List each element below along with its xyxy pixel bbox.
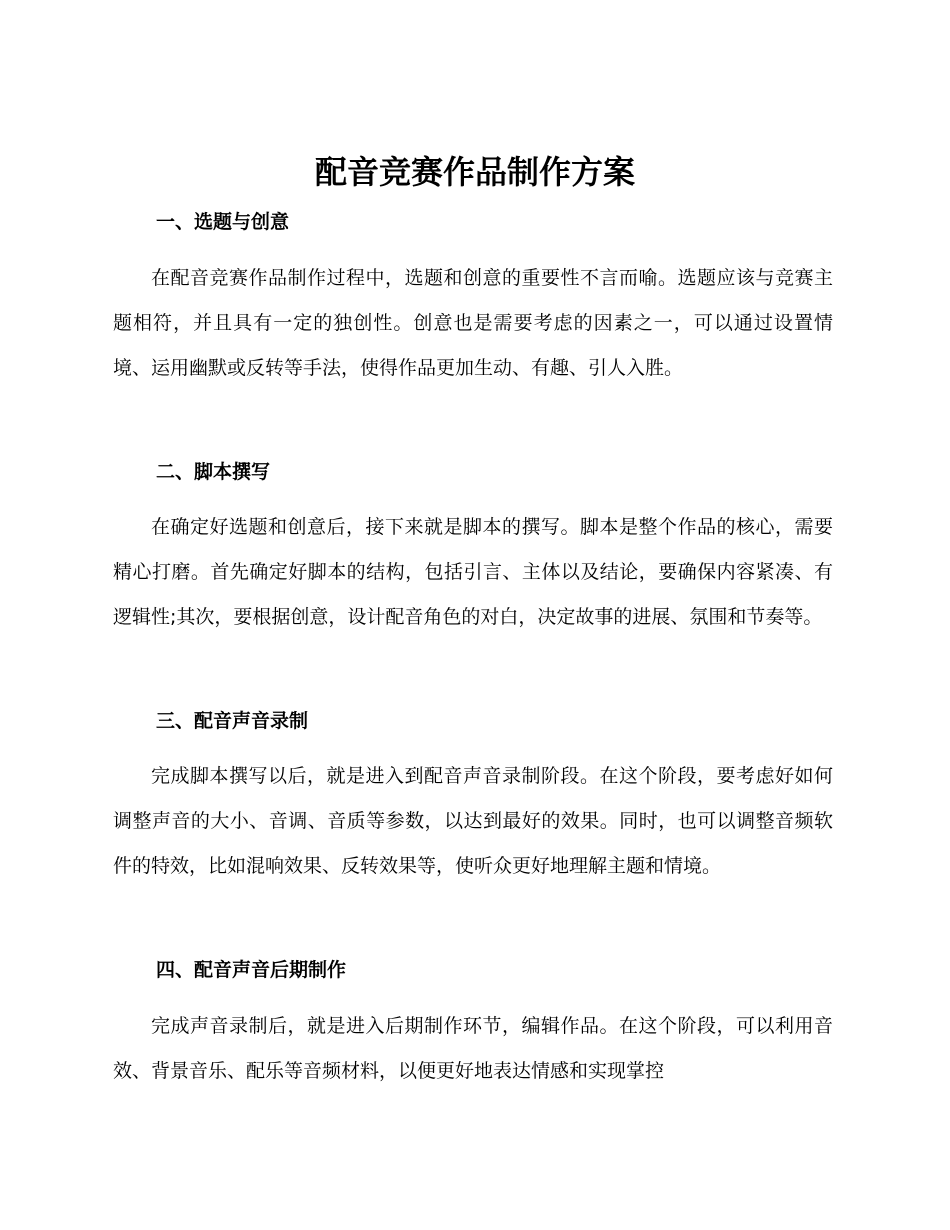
section-paragraph-script-writing: 在确定好选题和创意后，接下来就是脚本的撰写。脚本是整个作品的核心，需要精心打磨。首先确定好脚本的结构，包括引言、主体以及结论，要确保内容紧凑、有逻辑性;其次，要根据创意，设计配音角色的对白，决定故事的进展、氛围和节奏等。 (113, 516, 833, 628)
section-paragraph-voice-recording: 完成脚本撰写以后，就是进入到配音声音录制阶段。在这个阶段，要考虑好如何调整声音的大小、音调、音质等参数，以达到最好的效果。同时，也可以调整音频软件的特效，比如混响效果、反转效果等，使听众更好地理解主题和情境。 (113, 765, 833, 877)
section-heading-post-production: 四、配音声音后期制作 (156, 959, 347, 981)
section-paragraph-topic-creativity: 在配音竞赛作品制作过程中，选题和创意的重要性不言而喻。选题应该与竞赛主题相符，并且具有一定的独创性。创意也是需要考虑的因素之一，可以通过设置情境、运用幽默或反转等手法，使得作品更加生动、有趣、引人入胜。 (113, 267, 833, 379)
section-heading-voice-recording: 三、配音声音录制 (156, 710, 309, 732)
section-heading-script-writing: 二、脚本撰写 (156, 461, 271, 483)
document-title: 配音竞赛作品制作方案 (314, 153, 635, 191)
section-heading-topic-creativity: 一、选题与创意 (156, 211, 290, 233)
section-paragraph-post-production: 完成声音录制后，就是进入后期制作环节，编辑作品。在这个阶段，可以利用音效、背景音乐、配乐等音频材料，以便更好地表达情感和实现掌控 (113, 1015, 833, 1082)
